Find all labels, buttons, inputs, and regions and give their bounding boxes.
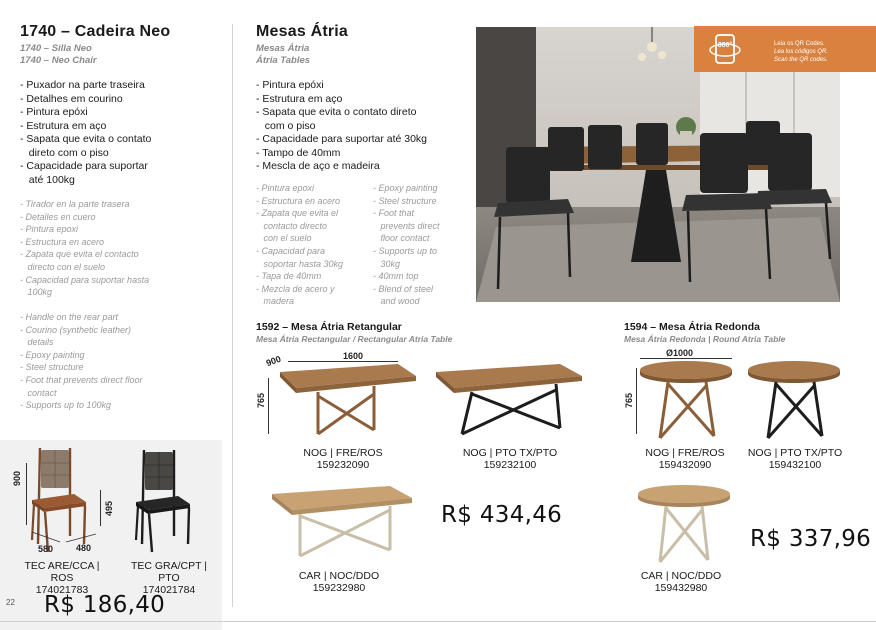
feature-line: - Estrutura em aço — [256, 92, 343, 105]
feature-line: - Sapata que evita o contato direto — [256, 106, 417, 118]
round-dim-diameter: Ø1000 — [666, 348, 694, 358]
round-variant-label: NOG | PTO TX/PTO — [747, 447, 843, 459]
feature-line: - Tampo de 40mm — [256, 146, 341, 159]
feature-line: floor contact — [373, 233, 430, 244]
phone-360-icon — [708, 32, 742, 66]
chair-variant-label: TEC GRA/CPT | PTO — [130, 560, 208, 584]
feature-line: - Foot that prevents direct floor — [20, 374, 143, 385]
feature-line: madera — [256, 296, 295, 307]
tables-features-pt — [256, 79, 471, 174]
feature-line: - Handle on the rear part — [20, 312, 119, 322]
dim-line — [100, 490, 101, 526]
feature-line: - Steel structure — [20, 362, 84, 373]
feature-line: contact — [20, 387, 57, 398]
feature-line: - Detalles en cuero — [20, 211, 96, 222]
chair-dim-seat: 495 — [104, 500, 114, 516]
round-subtitle: Mesa Átria Redonda | Round Atria Table — [624, 334, 786, 344]
rect-table-nog-fre-image — [266, 358, 426, 438]
qr-line-pt: Leia os QR Codes. — [774, 41, 825, 47]
feature-line: con el suelo — [256, 233, 312, 244]
feature-line: - Epoxy painting — [20, 349, 85, 360]
feature-line: - 40mm top — [373, 271, 419, 282]
qr-line-es: Lea los códigos QR. — [774, 49, 829, 55]
chair-variant-label: TEC ARE/CCA | ROS — [24, 560, 100, 584]
feature-line: 100kg — [20, 287, 53, 298]
chair-price: R$ 186,40 — [44, 592, 166, 618]
feature-line: - Mescla de aço e madeira — [256, 160, 380, 172]
feature-line: - Pintura epoxi — [256, 183, 315, 193]
feature-line: - Zapata que evita el — [256, 208, 339, 219]
feature-line: - Courino (synthetic leather) — [20, 324, 132, 335]
rect-subtitle: Mesa Átria Rectangular / Rectangular Atria Table — [256, 334, 453, 344]
rect-dim-depth: 900 — [264, 353, 283, 369]
round-variant-label: CAR | NOC/DDO — [640, 570, 722, 582]
feature-line: - Zapata que evita el contacto — [20, 249, 139, 260]
rect-variant-code: 159232090 — [316, 459, 370, 471]
feature-line: - Supports up to — [373, 245, 438, 256]
qr-line-en: Scan the QR codes. — [774, 57, 828, 63]
feature-line: soportar hasta 30kg — [256, 258, 344, 269]
feature-line: - Steel structure — [373, 195, 437, 206]
feature-line: - Tapa de 40mm — [256, 271, 322, 282]
column-divider — [232, 24, 233, 607]
rect-dim-height: 765 — [256, 392, 266, 408]
tables-features-es — [256, 182, 371, 308]
feature-line: directo con el suelo — [20, 261, 106, 272]
rect-variant-label: CAR | NOC/DDO — [298, 570, 380, 582]
chair-subtitle-es: 1740 – Silla Neo — [20, 43, 92, 54]
round-variant-label: NOG | FRE/ROS — [645, 447, 725, 459]
chair-variant-code: 174021783 — [35, 584, 89, 596]
rect-variant-code: 159232980 — [312, 582, 366, 594]
rect-variant-label: NOG | PTO TX/PTO — [462, 447, 558, 459]
chair-variant-code: 174021784 — [142, 584, 196, 596]
feature-line: - Estructura en acero — [256, 195, 341, 206]
chair-subtitle-en: 1740 – Neo Chair — [20, 55, 97, 66]
feature-line: and wood — [373, 296, 420, 307]
feature-line: - Tirador en la parte trasera — [20, 199, 130, 209]
feature-line: - Sapata que evita o contato — [20, 133, 152, 145]
dim-line — [26, 463, 27, 525]
round-variant-code: 159432090 — [658, 459, 712, 471]
chair-title: 1740 – Cadeira Neo — [20, 23, 171, 40]
feature-line: - Capacidade para suportar — [20, 160, 148, 172]
rect-variant-code: 159232100 — [483, 459, 537, 471]
rect-dim-length: 1600 — [343, 351, 364, 361]
feature-line: - Capacidade para suportar até 30kg — [256, 133, 428, 145]
page-bottom-rule — [0, 621, 876, 622]
feature-line: prevents direct — [373, 220, 440, 231]
feature-line: - Supports up to 100kg — [20, 400, 112, 411]
dim-line — [268, 378, 269, 434]
feature-line: - Capacidad para suportar hasta — [20, 274, 150, 285]
tables-title: Mesas Átria — [256, 23, 349, 40]
tables-features-en — [373, 182, 473, 308]
qr-banner — [694, 26, 876, 72]
feature-line: - Pintura epóxi — [20, 106, 88, 118]
chair-dim-depth: 580 — [38, 544, 54, 554]
chair-dim-lines — [30, 528, 100, 548]
chair-dim-width: 480 — [76, 543, 92, 553]
round-variant-code: 159432100 — [768, 459, 822, 471]
feature-line: - Blend of steel — [373, 283, 434, 294]
chair-features-es — [20, 198, 220, 299]
feature-line: com o piso — [256, 119, 316, 132]
round-price: R$ 337,96 — [750, 526, 872, 552]
dim-line — [288, 361, 398, 362]
feature-line: direto com o piso — [20, 146, 109, 159]
round-title: 1594 – Mesa Átria Redonda — [624, 321, 760, 333]
feature-line: - Detalhes em courino — [20, 92, 123, 105]
round-variant-code: 159432980 — [654, 582, 708, 594]
feature-line: details — [20, 337, 54, 348]
tables-subtitle-en: Átria Tables — [256, 55, 311, 66]
rect-title: 1592 – Mesa Átria Retangular — [256, 321, 402, 333]
rect-variant-label: NOG | FRE/ROS — [303, 447, 383, 459]
feature-line: - Foot that — [373, 208, 415, 219]
round-table-nog-pto-image — [744, 358, 844, 442]
feature-line: 30kg — [373, 258, 401, 269]
page-number: 22 — [6, 598, 15, 607]
icon-text: 360° — [717, 42, 733, 49]
feature-line: - Estrutura em aço — [20, 119, 107, 132]
feature-line: - Pintura epóxi — [256, 79, 324, 91]
round-table-nog-fre-image — [636, 358, 736, 442]
feature-line: contacto directo — [256, 220, 328, 231]
rect-price: R$ 434,46 — [441, 502, 563, 528]
rect-table-car-image — [266, 482, 426, 562]
chair-dim-height: 900 — [12, 470, 22, 486]
rect-table-nog-pto-image — [432, 360, 592, 440]
tables-subtitle-es: Mesas Átria — [256, 43, 310, 54]
round-dim-height: 765 — [624, 392, 634, 408]
feature-line: - Mezcla de acero y — [256, 283, 335, 294]
round-table-car-image — [634, 482, 734, 566]
feature-line: - Epoxy painting — [373, 183, 438, 193]
feature-line: - Pintura epoxi — [20, 224, 79, 235]
chair-features-en — [20, 311, 220, 412]
feature-line: até 100kg — [20, 173, 75, 186]
chair-features-pt — [20, 79, 220, 187]
feature-line: - Puxador na parte traseira — [20, 79, 145, 91]
feature-line: - Capacidad para — [256, 245, 326, 256]
feature-line: - Estructura en acero — [20, 236, 105, 247]
chair-black-image — [128, 446, 218, 556]
